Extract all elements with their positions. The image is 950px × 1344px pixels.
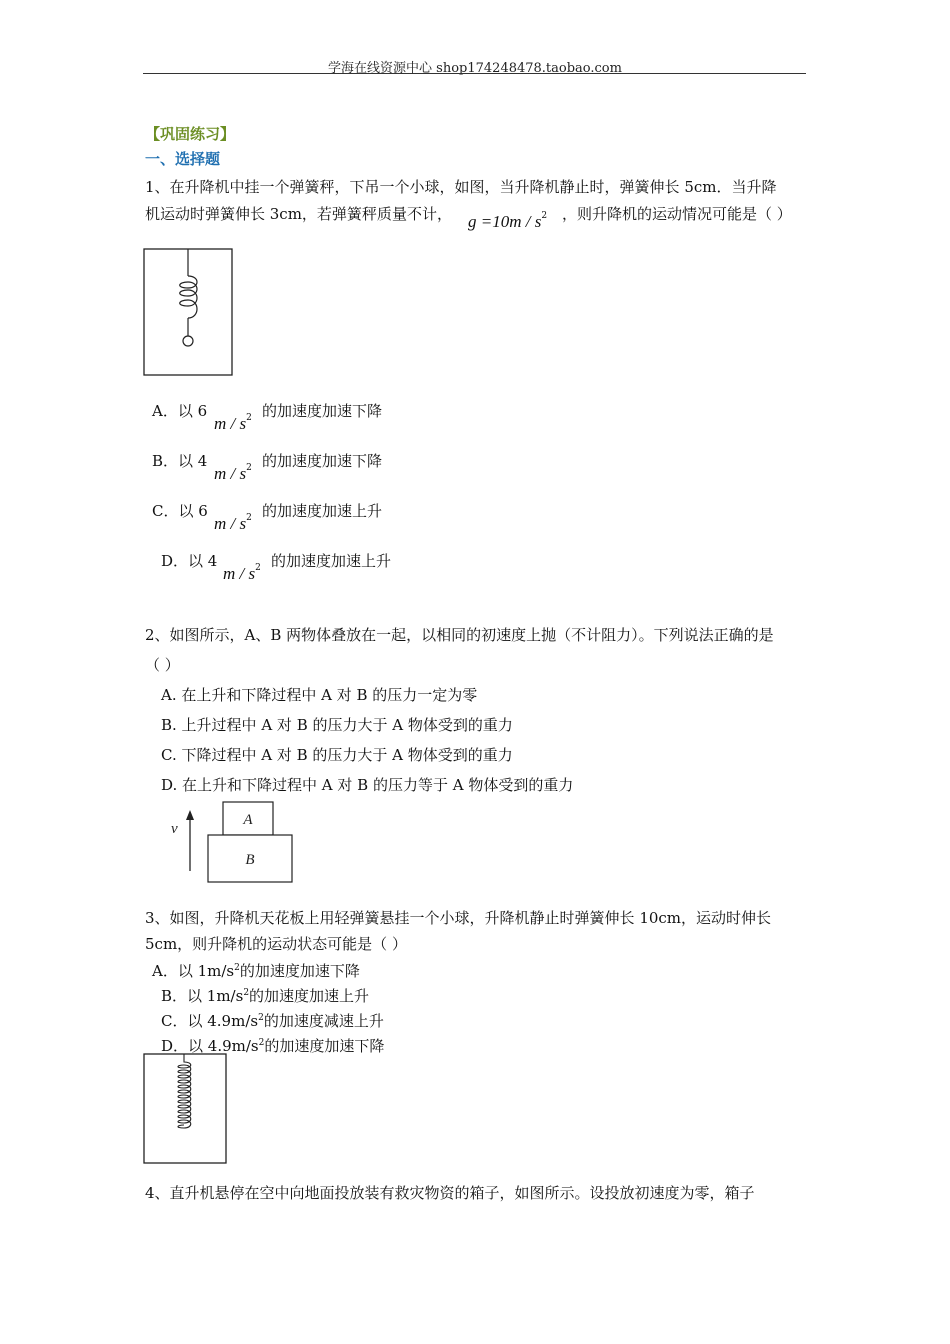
q3-option-c: [161, 1009, 384, 1030]
q3-line2: 5cm，则升降机的运动状态可能是（ ）: [145, 935, 407, 953]
q2-option-d: D. 在上升和下降过程中 A 对 B 的压力等于 A 物体受到的重力: [161, 776, 574, 794]
q1-option-c: [152, 502, 208, 520]
q2-option-a: A. 在上升和下降过程中 A 对 B 的压力一定为零: [161, 686, 478, 704]
q1-option-b-prefix: B．以 4: [152, 452, 208, 470]
q1-option-a: [152, 402, 207, 420]
q1-option-a-unit-exp: 2: [246, 413, 252, 423]
q2-label-v: v: [171, 821, 178, 837]
q3-option-d-suffix: 的加速度加速下降: [264, 1037, 385, 1055]
q1-g-formula: [468, 212, 547, 232]
q1-g-formula-exp: 2: [541, 211, 548, 221]
q1-option-b-unit-exp: 2: [246, 463, 252, 473]
q1-option-d-suffix: 的加速度加速上升: [271, 552, 392, 570]
q2-line2: （ ）: [145, 656, 180, 674]
q3-option-a-suffix: 的加速度加速下降: [239, 962, 360, 980]
q3-elevator-spring-figure: [143, 1052, 229, 1166]
section-choice-heading: 一、选择题: [145, 150, 221, 168]
q2-option-b: B. 上升过程中 A 对 B 的压力大于 A 物体受到的重力: [161, 716, 513, 734]
q3-option-c-suffix: 的加速度减速上升: [263, 1012, 384, 1030]
q1-option-d: [161, 552, 217, 570]
q3-option-b-exp: 2: [243, 988, 250, 998]
q1-option-d-unit-exp: 2: [255, 563, 261, 573]
q1-option-c-unit-text: m / s: [214, 514, 247, 533]
q3-option-c-exp: 2: [258, 1013, 264, 1023]
q3-spring-coil: [178, 1054, 191, 1128]
q1-option-d-unit: [223, 564, 261, 584]
q1-line1: 1、在升降机中挂一个弹簧秤，下吊一个小球，如图，当升降机静止时，弹簧伸长 5cm．当升降: [145, 178, 777, 196]
q1-option-b-suffix: 的加速度加速下降: [262, 452, 383, 470]
q2-label-a: A: [243, 812, 253, 828]
q3-option-b-suffix: 的加速度加速上升: [249, 987, 370, 1005]
q1-line2: 机运动时弹簧伸长 3cm，若弹簧秤质量不计，: [145, 205, 452, 223]
q3-option-a-exp: 2: [234, 963, 240, 973]
q1-option-b: [152, 452, 207, 470]
q3-option-d-prefix: D．以 4.9m/s: [161, 1037, 259, 1055]
q3-option-a: [152, 959, 360, 980]
q3-option-b-prefix: B．以 1m/s: [161, 987, 244, 1005]
q3-option-a-prefix: A．以 1m/s: [152, 962, 235, 980]
q4-line1: 4、直升机悬停在空中向地面投放装有救灾物资的箱子，如图所示。设投放初速度为零，箱子: [145, 1184, 755, 1202]
q3-option-c-prefix: C．以 4.9m/s: [161, 1012, 259, 1030]
q1-option-a-unit: [214, 414, 252, 434]
q2-label-b: B: [245, 852, 255, 868]
page-header: 学海在线资源中心 shop174248478.taobao.com: [328, 61, 622, 76]
q1-option-c-unit-exp: 2: [246, 513, 252, 523]
q2-line1: 2、如图所示，A、B 两物体叠放在一起，以相同的初速度上抛（不计阻力）。下列说法正确的是: [145, 626, 774, 644]
q1-elevator-spring-figure: [143, 248, 235, 378]
q1-ball: [183, 336, 193, 346]
section-practice-heading: 【巩固练习】: [145, 125, 236, 143]
q1-g-formula-text: g =10m / s: [468, 212, 542, 231]
q1-option-b-unit-text: m / s: [214, 464, 247, 483]
q2-stacked-blocks-figure: [166, 800, 296, 886]
header-rule: [143, 73, 806, 74]
q1-option-d-unit-text: m / s: [223, 564, 256, 583]
q1-option-b-unit: [214, 464, 252, 484]
q1-option-a-unit-text: m / s: [214, 414, 247, 433]
q2-option-c: C. 下降过程中 A 对 B 的压力大于 A 物体受到的重力: [161, 746, 513, 764]
q1-option-c-prefix: C．以 6: [152, 502, 208, 520]
q1-option-a-suffix: 的加速度加速下降: [262, 402, 383, 420]
q1-spring-coil: [180, 276, 197, 318]
q3-line1: 3、如图，升降机天花板上用轻弹簧悬挂一个小球，升降机静止时弹簧伸长 10cm，运动时伸长: [145, 909, 772, 927]
q3-option-b: [161, 984, 369, 1005]
q2-velocity-arrowhead: [186, 810, 194, 820]
q1-option-c-unit: [214, 514, 252, 534]
q1-option-a-prefix: A．以 6: [152, 402, 208, 420]
q3-option-d-exp: 2: [258, 1038, 265, 1048]
q1-line2-tail: ，则升降机的运动情况可能是（ ）: [562, 205, 792, 223]
q1-option-c-suffix: 的加速度加速上升: [262, 502, 383, 520]
q1-option-d-prefix: D．以 4: [161, 552, 218, 570]
